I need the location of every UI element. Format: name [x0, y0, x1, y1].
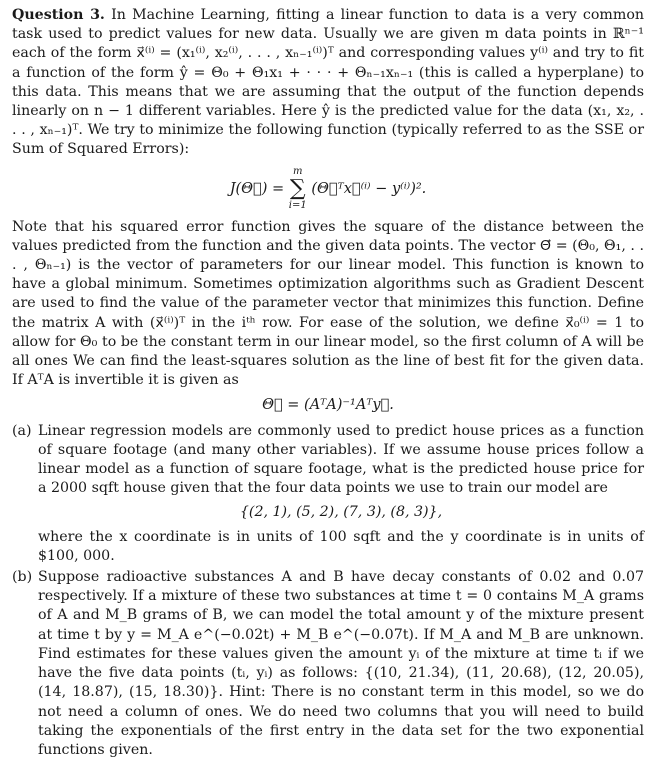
intro-text: In Machine Learning, fitting a linear function to data is a very common task used to predict values for new data. Usually we are given m data points in ℝⁿ⁻¹ each of the form x⃗⁽ⁱ⁾ = (x₁⁽ⁱ⁾, x₂⁽ⁱ⁾, . . . , xₙ₋₁⁽ⁱ⁾)ᵀ and corresponding values y⁽ⁱ⁾ and try to fit a function of the form ŷ = Θ₀ + Θ₁x₁ + · · · + Θₙ₋₁xₙ₋₁ (this is called a hyperplane) to this data. This means that we are assuming that the output of the function depends linearly on n − 1 different variables. Here ŷ is the predicted value for the data (x₁, x₂, . . . , xₙ₋₁)ᵀ. We try to minimize the following function (typically referred to as the SSE or Sum of Squared Errors):	[12, 7, 645, 158]
sum-symbol: ∑	[289, 175, 306, 201]
question-label: Question 3.	[12, 7, 105, 23]
sum-upper-limit: m	[293, 165, 303, 177]
sse-equation	[12, 166, 644, 212]
part-b-body	[38, 568, 644, 760]
part-b-text: Suppose radioactive substances A and B have decay constants of 0.02 and 0.07 respectively. If a mixture of these two substances at time t = 0 contains M_A grams of A and M_B grams of B, we can model the total amount y of the mixture present at time t by y = M_A e^(−0.02t) + M_B e^(−0.07t). If M_A and M_B are unknown. Find estimates for these values given the amount yᵢ of the mixture at time tᵢ if we have the five data points (tᵢ, yᵢ) as follows: {(10, 21.34), (11, 20.68), (12, 20.05), (14, 18.87), (15, 18.30)}. Hint: There is no constant term in this model, so we do not need a column of ones. We do need two columns that you will need to build taking the exponentials of the first entry in the data set for the two exponential functions given.	[38, 569, 644, 758]
part-b	[12, 568, 644, 760]
sse-lhs: J(Θ⃗) =	[229, 180, 285, 197]
summation	[289, 166, 307, 212]
sum-lower-limit: i=1	[288, 199, 307, 211]
part-a-body	[38, 422, 644, 566]
part-b-label: (b)	[12, 569, 33, 586]
part-a-tail: where the x coordinate is in units of 100 sqft and the y coordinate is in units of $100, 000.	[38, 528, 644, 564]
part-a-text: Linear regression models are commonly used to predict house prices as a function of square footage (and many other variables). If we assume house prices follow a linear model as a function of square footage, what is the predicted house price for a 2000 sqft house given that the four data points we use to train our model are	[38, 422, 644, 497]
sse-rhs: (Θ⃗ᵀx⃗⁽ⁱ⁾ − y⁽ⁱ⁾)².	[311, 180, 427, 197]
intro-paragraph	[12, 6, 644, 160]
parts-list	[12, 422, 644, 760]
explanation-paragraph: Note that his squared error function gives the square of the distance between the values predicted from the function and the given data points. The vector Θ⃗ = (Θ₀, Θ₁, . . . , Θₙ₋₁) is the vector of parameters for our linear model. This function is known to have a global minimum. Sometimes optimization algorithms such as Gradient Descent are used to find the value of the parameter vector that minimizes this function. Define the matrix A with (x⃗⁽ⁱ⁾)ᵀ in the iᵗʰ row. For ease of the solution, we define x⃗₀⁽ⁱ⁾ = 1 to allow for Θ₀ to be the constant term in our linear model, so the first column of A will be all ones We can find the least-squares solution as the line of best fit for the given data. If AᵀA is invertible it is given as	[12, 218, 644, 389]
part-a	[12, 422, 644, 566]
normal-equation: Θ⃗ = (AᵀA)⁻¹Aᵀy⃗.	[262, 397, 394, 414]
part-a-data-set: {(2, 1), (5, 2), (7, 3), (8, 3)},	[239, 504, 443, 521]
part-a-label: (a)	[12, 422, 32, 439]
